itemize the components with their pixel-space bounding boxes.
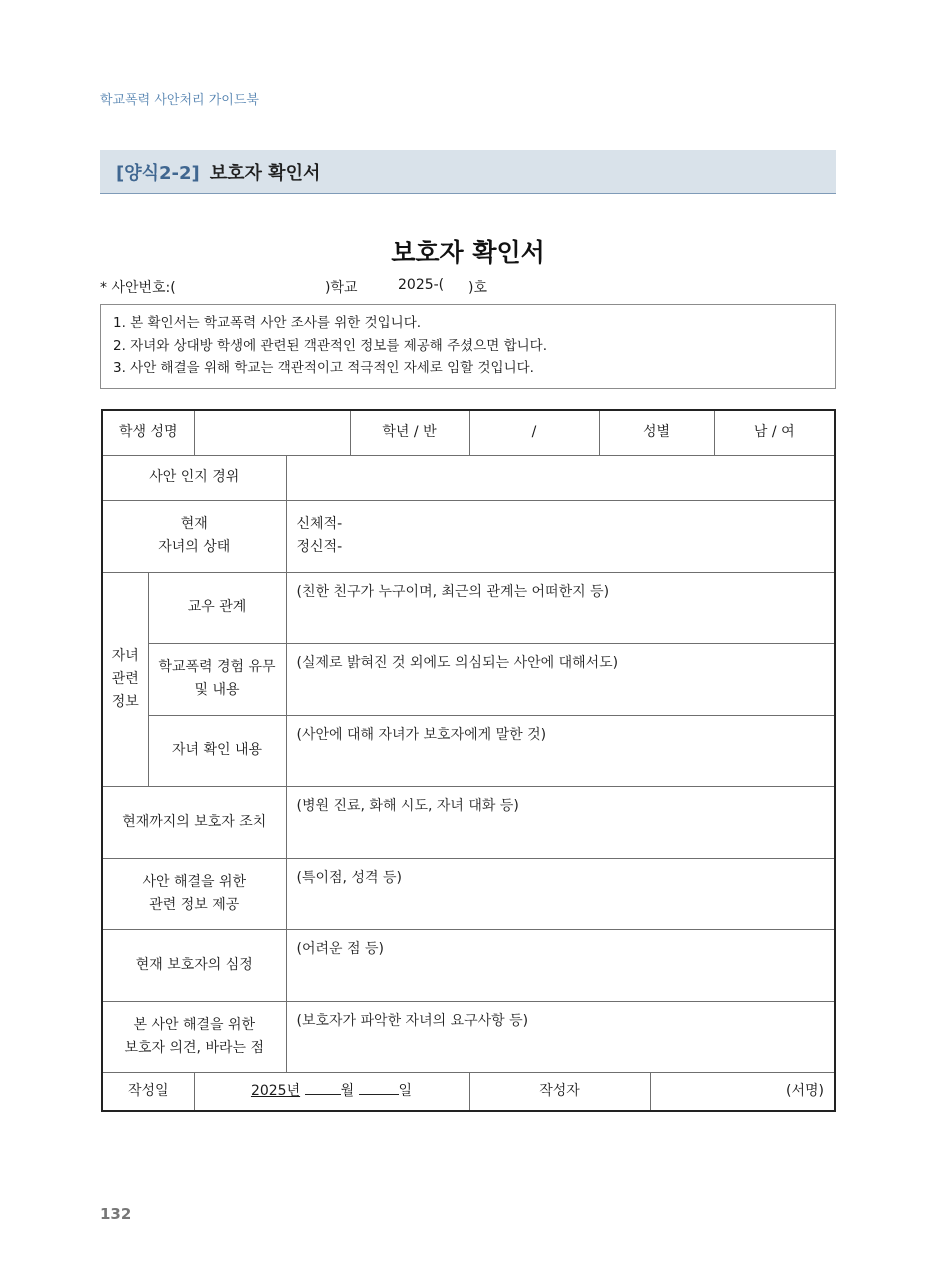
date-year: 2025년 (250, 1083, 301, 1100)
form-code: [양식2-2] (116, 162, 200, 184)
guardian-feeling-label: 현재 보호자의 심정 (102, 930, 286, 1002)
violence-experience-field[interactable]: (실제로 밝혀진 것 외에도 의심되는 사안에 대해서도) (286, 643, 835, 715)
grade-class-field[interactable]: / (469, 410, 599, 455)
page-number: 132 (100, 1205, 132, 1223)
case-school: )학교 (325, 280, 358, 296)
date-month: 월 (340, 1083, 355, 1100)
notice-item: 3. 사안 해결을 위해 학교는 객관적이고 적극적인 자세로 임할 것입니다. (113, 360, 534, 376)
current-state-label (102, 500, 286, 572)
friends-label: 교우 관계 (148, 572, 286, 643)
guardian-opinion-label (102, 1002, 286, 1073)
guardian-feeling-field[interactable]: (어려운 점 등) (286, 930, 835, 1002)
case-year: 2025-( (398, 277, 445, 293)
child-confirm-label: 자녀 확인 내용 (148, 715, 286, 786)
child-info-label (102, 572, 148, 786)
section-title: 보호자 확인서 (209, 162, 321, 184)
case-number-line (100, 277, 836, 299)
notice-box (100, 304, 836, 389)
friends-field[interactable]: (친한 친구가 누구이며, 최근의 관계는 어떠한지 등) (286, 572, 835, 643)
guardian-action-label: 현재까지의 보호자 조치 (102, 787, 286, 859)
awareness-label: 사안 인지 경위 (102, 455, 286, 500)
guardian-form-table (101, 409, 836, 1112)
notice-item: 2. 자녀와 상대방 학생에 관련된 객관적인 정보를 제공해 주셨으면 합니다. (113, 337, 547, 354)
date-field[interactable] (194, 1073, 469, 1111)
gender-label: 성별 (599, 410, 714, 455)
child-info-line: 정보 (111, 693, 139, 710)
month-blank (305, 1080, 341, 1095)
writer-label: 작성자 (469, 1073, 650, 1111)
day-blank (359, 1080, 399, 1095)
guardian-opinion-field[interactable]: (보호자가 파악한 자녀의 요구사항 등) (286, 1002, 835, 1073)
date-label: 작성일 (102, 1073, 194, 1111)
related-info-line2: 관련 정보 제공 (149, 897, 240, 914)
notice-item: 1. 본 확인서는 학교폭력 사안 조사를 위한 것입니다. (113, 315, 422, 331)
violence-experience-line1: 학교폭력 경험 유무 (158, 659, 276, 676)
mental-label: 정신적- (296, 539, 343, 556)
current-state-field[interactable] (286, 500, 835, 572)
violence-experience-line2: 및 내용 (194, 682, 240, 699)
current-state-line2: 자녀의 상태 (158, 539, 231, 556)
related-info-field[interactable]: (특이점, 성격 등) (286, 859, 835, 930)
guardian-opinion-line2: 보호자 의견, 바라는 점 (124, 1040, 265, 1057)
signature-field[interactable]: (서명) (650, 1073, 835, 1111)
awareness-field[interactable] (286, 455, 835, 500)
child-confirm-field[interactable]: (사안에 대해 자녀가 보호자에게 말한 것) (286, 715, 835, 786)
running-head: 학교폭력 사안처리 가이드북 (100, 93, 259, 108)
date-day: 일 (398, 1083, 413, 1100)
document-title: 보호자 확인서 (391, 238, 545, 267)
guardian-action-field[interactable]: (병원 진료, 화해 시도, 자녀 대화 등) (286, 787, 835, 859)
gender-field[interactable]: 남 / 여 (714, 410, 835, 455)
grade-class-label: 학년 / 반 (350, 410, 469, 455)
case-suffix: )호 (468, 280, 487, 296)
current-state-line1: 현재 (180, 516, 208, 533)
student-name-field[interactable] (194, 410, 350, 455)
guardian-opinion-line1: 본 사안 해결을 위한 (133, 1017, 256, 1034)
related-info-line1: 사안 해결을 위한 (142, 874, 247, 891)
related-info-label (102, 859, 286, 930)
student-name-label: 학생 성명 (102, 410, 194, 455)
violence-experience-label (148, 643, 286, 715)
section-header (100, 150, 836, 194)
child-info-line: 자녀 (111, 647, 139, 664)
case-number-prefix: * 사안번호:( (100, 280, 176, 296)
physical-label: 신체적- (296, 516, 343, 533)
child-info-line: 관련 (111, 670, 139, 687)
